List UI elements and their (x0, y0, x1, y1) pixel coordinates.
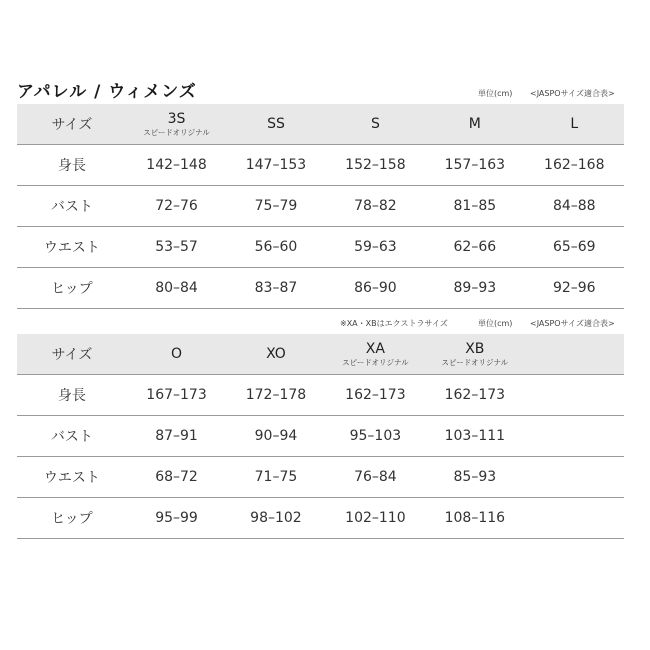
table-cell: 162–173 (326, 375, 425, 416)
unit-note: 単位(cm) (478, 89, 513, 98)
size-header (226, 334, 325, 375)
table-cell: 68–72 (127, 457, 226, 498)
size-subtitle: スピードオリジナル (342, 357, 409, 367)
size-name: M (468, 115, 481, 132)
table-cell: 65–69 (525, 227, 624, 268)
table-cell: 167–173 (127, 375, 226, 416)
table-cell: 92–96 (525, 268, 624, 309)
table-cell: 75–79 (226, 186, 325, 227)
size-header (425, 104, 524, 145)
size-header (127, 334, 226, 375)
table-cell: 103–111 (425, 416, 524, 457)
table-cell: 98–102 (226, 498, 325, 539)
header-row (17, 104, 624, 145)
table-row (17, 498, 624, 539)
table-cell: 95–99 (127, 498, 226, 539)
header-label: サイズ (17, 104, 127, 145)
size-header (525, 104, 624, 145)
table-row (17, 145, 624, 186)
table-cell: 81–85 (425, 186, 524, 227)
table-cell: 72–76 (127, 186, 226, 227)
size-name: XB (465, 340, 485, 357)
table-row (17, 186, 624, 227)
table-cell: 142–148 (127, 145, 226, 186)
table-row (17, 375, 624, 416)
table-cell (525, 498, 624, 539)
jaspo-note: <JASPOサイズ適合表> (530, 89, 615, 98)
size-header (326, 334, 425, 375)
size-name: S (370, 115, 380, 132)
table-cell: 78–82 (326, 186, 425, 227)
table-row (17, 268, 624, 309)
table-cell: 86–90 (326, 268, 425, 309)
table-cell: 87–91 (127, 416, 226, 457)
row-label: バスト (17, 186, 127, 227)
table-cell (525, 457, 624, 498)
size-table-2 (17, 334, 624, 539)
table-cell: 85–93 (425, 457, 524, 498)
row-label: バスト (17, 416, 127, 457)
table-cell: 147–153 (226, 145, 325, 186)
table-cell: 108–116 (425, 498, 524, 539)
table-cell: 157–163 (425, 145, 524, 186)
size-name: L (570, 115, 579, 132)
table-row (17, 457, 624, 498)
table-cell: 53–57 (127, 227, 226, 268)
table-row (17, 227, 624, 268)
table-cell: 90–94 (226, 416, 325, 457)
extra-size-note: ※XA・XBはエクストラサイズ (340, 319, 448, 328)
table-cell: 62–66 (425, 227, 524, 268)
table-cell (525, 416, 624, 457)
unit-note: 単位(cm) (478, 319, 513, 328)
row-label: ウエスト (17, 227, 127, 268)
table-cell: 102–110 (326, 498, 425, 539)
header-label: サイズ (17, 334, 127, 375)
size-name: XA (365, 340, 385, 357)
size-name: 3S (167, 110, 186, 127)
table-cell: 152–158 (326, 145, 425, 186)
jaspo-note: <JASPOサイズ適合表> (530, 319, 615, 328)
table-cell: 172–178 (226, 375, 325, 416)
table-cell: 162–173 (425, 375, 524, 416)
size-table-1 (17, 104, 624, 309)
size-header (525, 334, 624, 375)
size-header (226, 104, 325, 145)
header-row (17, 334, 624, 375)
table-cell: 80–84 (127, 268, 226, 309)
table-cell: 95–103 (326, 416, 425, 457)
table-cell: 76–84 (326, 457, 425, 498)
table-row (17, 416, 624, 457)
size-subtitle: スピードオリジナル (441, 357, 509, 367)
page-title: アパレル / ウィメンズ (17, 82, 197, 102)
size-header (127, 104, 226, 145)
size-header (425, 334, 524, 375)
row-label: ヒップ (17, 268, 127, 309)
size-header (326, 104, 425, 145)
table-cell: 89–93 (425, 268, 524, 309)
row-label: ウエスト (17, 457, 127, 498)
table-cell: 59–63 (326, 227, 425, 268)
table-cell: 84–88 (525, 186, 624, 227)
table-cell: 71–75 (226, 457, 325, 498)
table-cell: 162–168 (525, 145, 624, 186)
size-name: O (171, 345, 183, 362)
table-cell: 83–87 (226, 268, 325, 309)
table-cell (525, 375, 624, 416)
row-label: 身長 (17, 145, 127, 186)
size-subtitle: スピードオリジナル (143, 127, 210, 137)
row-label: ヒップ (17, 498, 127, 539)
size-name: SS (267, 115, 285, 132)
size-name: XO (266, 345, 286, 362)
row-label: 身長 (17, 375, 127, 416)
table-cell: 56–60 (226, 227, 325, 268)
